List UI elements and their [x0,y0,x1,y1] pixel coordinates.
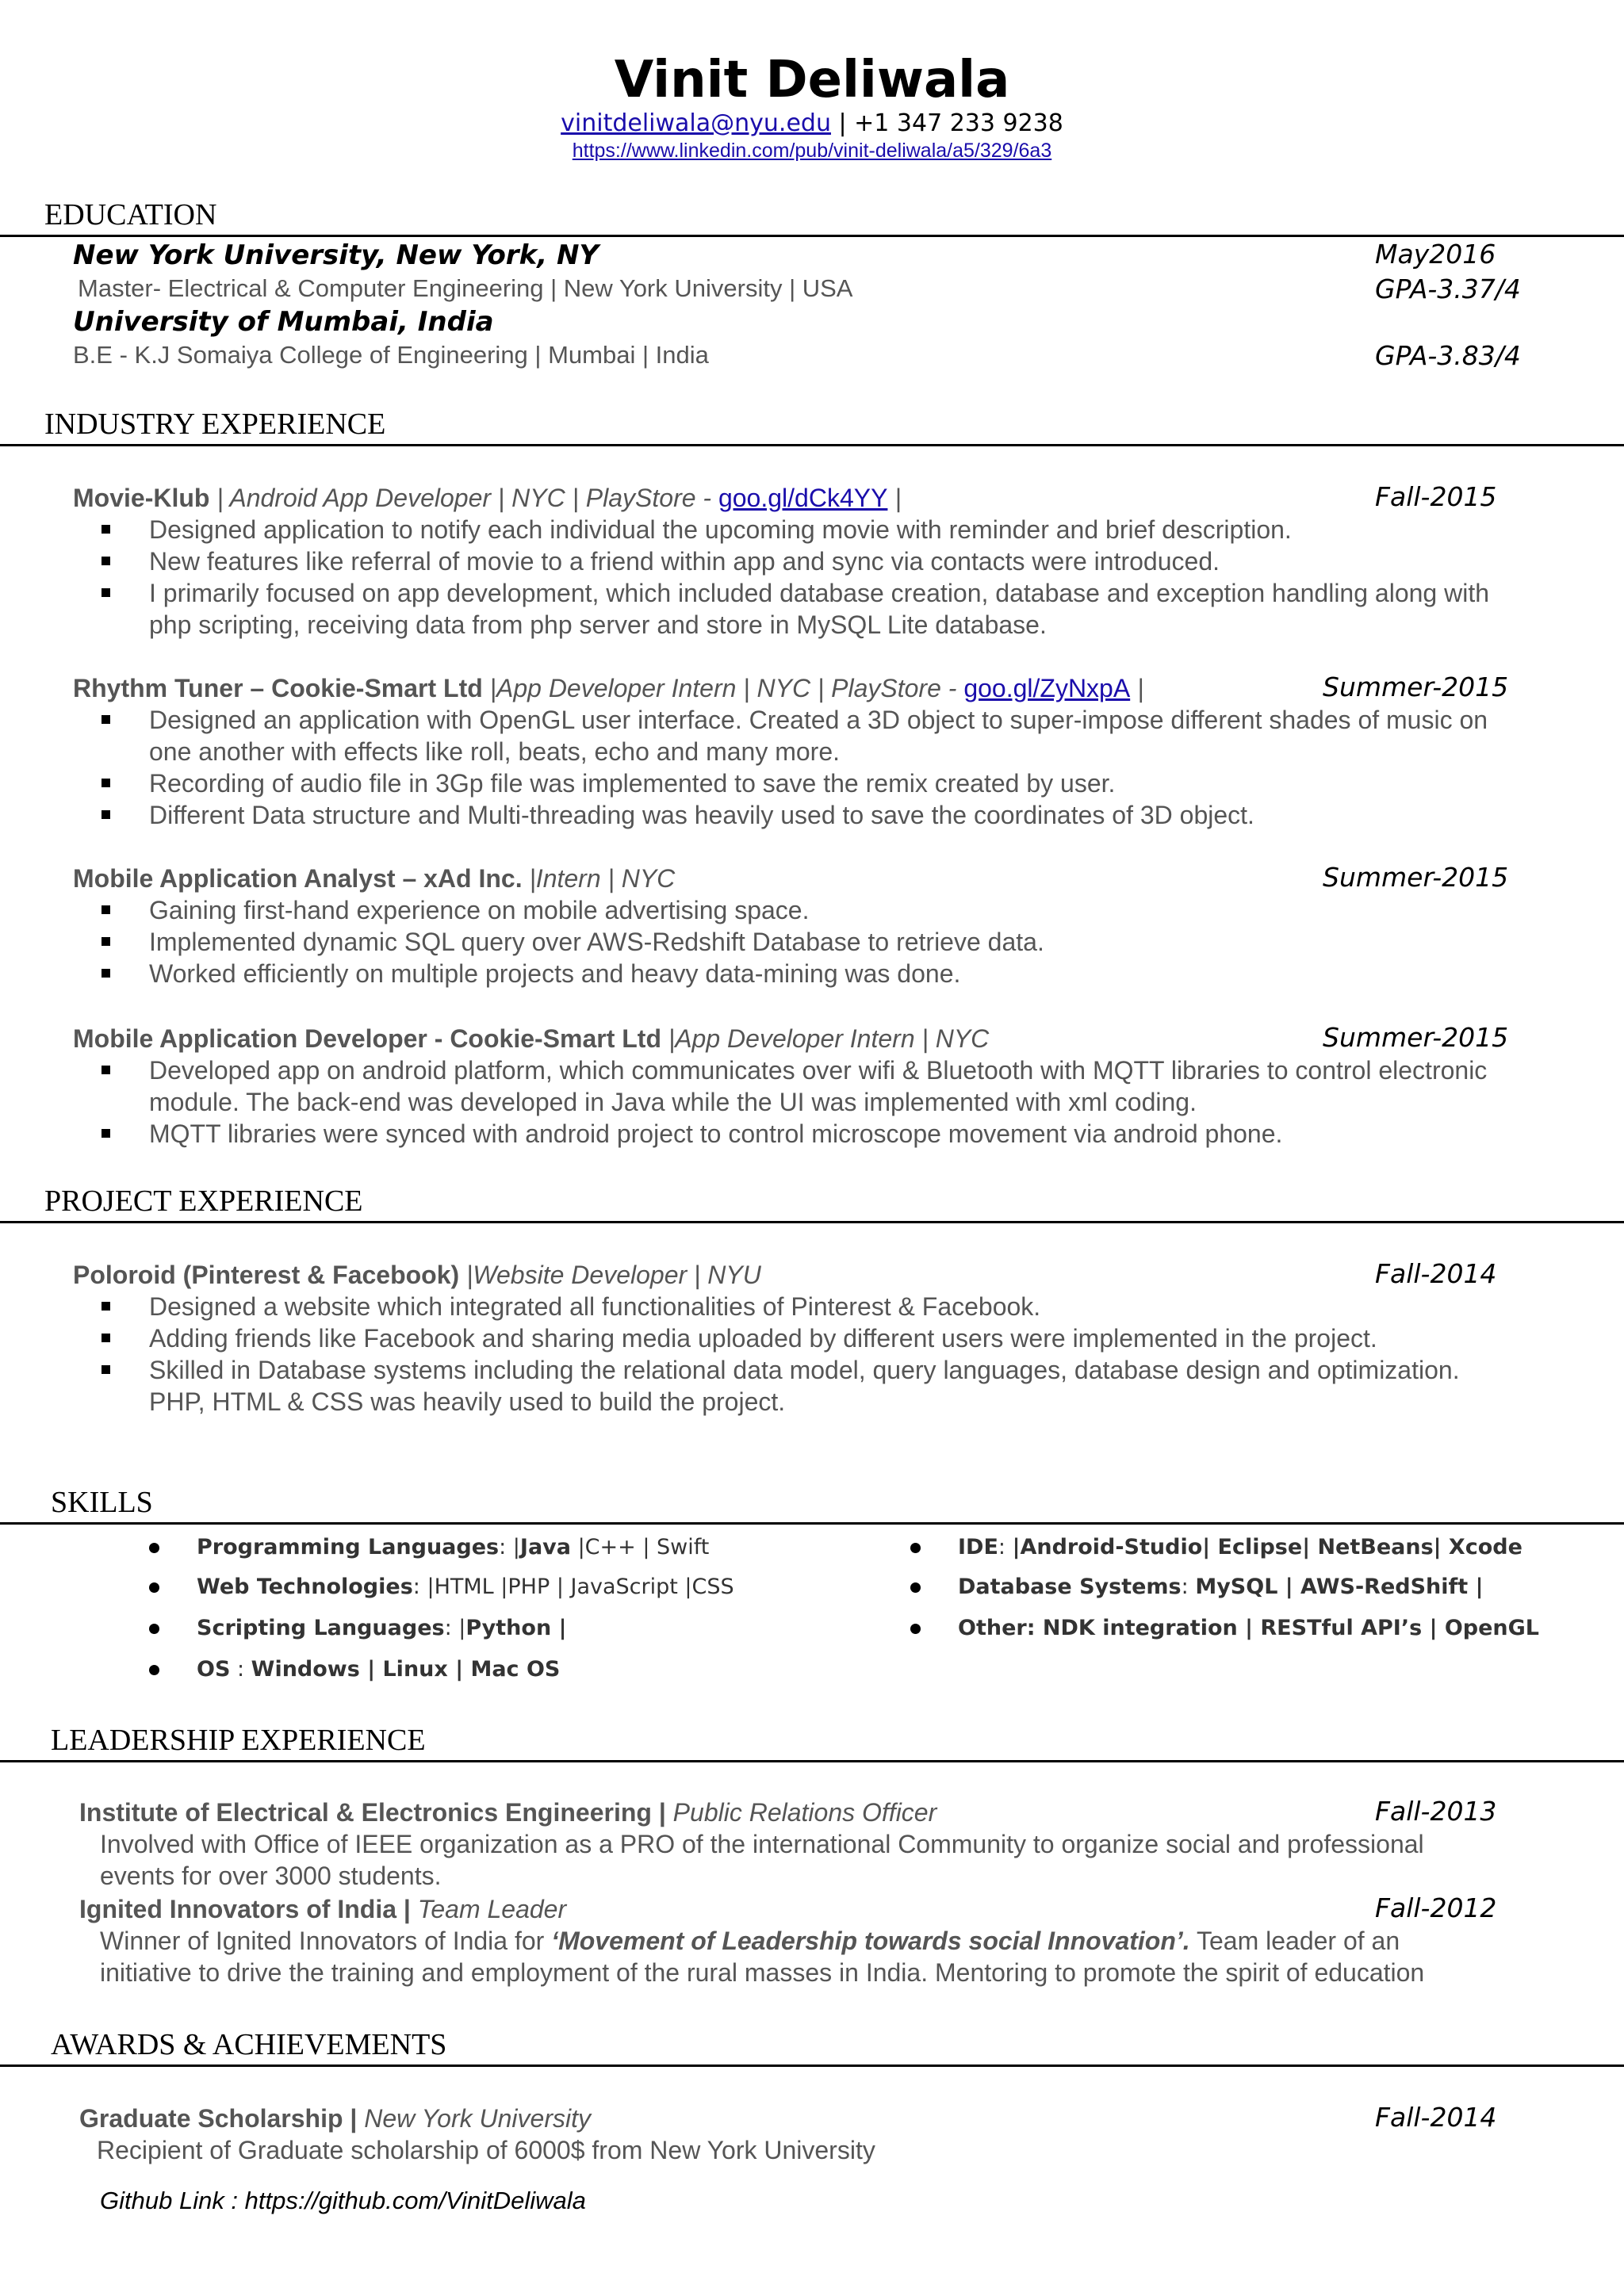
leadership-desc: Winner of Ignited Innovators of India for ‘Movement of Leadership towards social Innovation’. Team leader of an [100,1927,1400,1955]
bullet-dot [910,1543,921,1553]
bullet [102,1365,110,1374]
job-date-3: Summer-2015 [1323,862,1509,893]
bullet-text: Different Data structure and Multi-threading was heavily used to save the coordinates of 3D object. [149,801,1254,829]
skill-scripting: Scripting Languages: |Python | [197,1616,567,1640]
project-date: Fall-2014 [1375,1258,1497,1289]
award-date: Fall-2014 [1375,2102,1497,2133]
bullet [102,588,110,597]
contact-line [0,108,1624,140]
project-title-poloroid: Poloroid (Pinterest & Facebook) |Website Developer | NYU [73,1261,761,1289]
bullet-dot [149,1543,159,1553]
leadership-desc: Involved with Office of IEEE organization as a PRO of the international Community to organize social and professional [100,1830,1424,1858]
bullet [102,969,110,978]
section-title-industry: INDUSTRY EXPERIENCE [44,408,386,441]
bullet [102,779,110,787]
github-link[interactable]: Github Link : https://github.com/VinitDeliwala [100,2187,586,2214]
edu-date-1: May2016 [1375,239,1496,270]
section-title-leadership: LEADERSHIP EXPERIENCE [51,1724,426,1757]
skill-other: Other: NDK integration | RESTful API’s | OpenGL [958,1616,1540,1640]
bullet [102,715,110,724]
bullet-text: Skilled in Database systems including the relational data model, query languages, database design and optimization. [149,1356,1460,1384]
job-title-xad: Mobile Application Analyst – xAd Inc. |Intern | NYC [73,864,676,893]
edu-gpa-1: GPA-3.37/4 [1375,274,1521,304]
edu-detail-1: Master- Electrical & Computer Engineering | New York University | USA [78,274,853,302]
divider [0,2064,1624,2067]
bullet-dot [910,1624,921,1634]
bullet-dot [149,1665,159,1675]
leadership-title-ieee: Institute of Electrical & Electronics Engineering | Public Relations Officer [79,1798,937,1827]
bullet-text: I primarily focused on app development, which included database creation, database and exception handling along with [149,579,1489,607]
divider [0,1760,1624,1762]
bullet-text: Recording of audio file in 3Gp file was implemented to save the remix created by user. [149,769,1116,798]
bullet-text: Designed application to notify each individual the upcoming movie with reminder and brief description. [149,515,1292,544]
award-title: Graduate Scholarship | New York University [79,2104,591,2133]
divider [0,444,1624,446]
job-title-movie-klub: Movie-Klub | Android App Developer | NYC | PlayStore - goo.gl/dCk4YY | [73,484,902,512]
bullet-text: Designed a website which integrated all functionalities of Pinterest & Facebook. [149,1292,1041,1321]
skill-ide: IDE: |Android-Studio| Eclipse| NetBeans| Xcode [958,1535,1522,1559]
job-date-2: Summer-2015 [1323,672,1509,702]
bullet-text-cont: php scripting, receiving data from php server and store in MySQL Lite database. [149,610,1047,639]
section-title-education: EDUCATION [44,198,217,232]
bullet [102,1302,110,1311]
bullet [102,1066,110,1074]
skill-os: OS : Windows | Linux | Mac OS [197,1657,561,1682]
divider [0,235,1624,237]
job-date-4: Summer-2015 [1323,1022,1509,1053]
bullet [102,525,110,534]
section-title-awards: AWARDS & ACHIEVEMENTS [51,2028,447,2061]
bullet-text: Developed app on android platform, which communicates over wifi & Bluetooth with MQTT libraries to control electronic [149,1056,1488,1085]
bullet-text: Gaining first-hand experience on mobile advertising space. [149,896,810,924]
job-date-1: Fall-2015 [1375,481,1497,512]
bullet [102,1129,110,1138]
bullet [102,937,110,946]
bullet [102,810,110,819]
playstore-link-movie-klub[interactable]: goo.gl/dCk4YY [718,484,888,512]
divider [0,1221,1624,1223]
skill-web: Web Technologies: |HTML |PHP | JavaScript |CSS [197,1575,734,1599]
edu-institution-2: University of Mumbai, India [73,306,494,338]
leadership-desc: initiative to drive the training and employment of the rural masses in India. Mentoring to promote the spirit of education [100,1958,1425,1987]
edu-gpa-2: GPA-3.83/4 [1375,340,1521,371]
edu-institution-1: New York University, New York, NY [73,239,599,271]
playstore-link-rhythm-tuner[interactable]: goo.gl/ZyNxpA [963,674,1131,702]
award-desc: Recipient of Graduate scholarship of 6000$ from New York University [97,2136,875,2164]
leadership-title-ignited: Ignited Innovators of India | Team Leader [79,1895,567,1923]
bullet [102,905,110,914]
skill-programming: Programming Languages: |Java |C++ | Swift [197,1535,710,1559]
divider [0,1522,1624,1525]
section-title-skills: SKILLS [51,1486,153,1519]
bullet-text: MQTT libraries were synced with android project to control microscope movement via android phone. [149,1119,1283,1148]
bullet-text: Adding friends like Facebook and sharing media uploaded by different users were implemented in the project. [149,1324,1377,1353]
leadership-date-2: Fall-2012 [1375,1892,1497,1923]
edu-detail-2: B.E - K.J Somaiya College of Engineering | Mumbai | India [73,341,709,369]
bullet-text-cont: one another with effects like roll, beats, echo and many more. [149,737,840,766]
job-title-rhythm-tuner: Rhythm Tuner – Cookie-Smart Ltd |App Developer Intern | NYC | PlayStore - goo.gl/ZyNxpA | [73,674,1144,702]
skill-database: Database Systems: MySQL | AWS-RedShift | [958,1575,1484,1599]
bullet-text-cont: module. The back-end was developed in Java while the UI was implemented with xml coding. [149,1088,1197,1116]
linkedin-link[interactable]: https://www.linkedin.com/pub/vinit-deliwala/a5/329/6a3 [572,140,1052,162]
bullet-dot [149,1624,159,1634]
bullet-text: Implemented dynamic SQL query over AWS-Redshift Database to retrieve data. [149,928,1044,956]
bullet [102,557,110,565]
bullet-text: New features like referral of movie to a friend within app and sync via contacts were introduced. [149,547,1220,576]
bullet-text-cont: PHP, HTML & CSS was heavily used to build the project. [149,1387,786,1416]
bullet-text: Designed an application with OpenGL user interface. Created a 3D object to super-impose different shades of music on [149,706,1488,734]
leadership-date-1: Fall-2013 [1375,1796,1497,1827]
bullet [102,1334,110,1342]
email-link[interactable]: vinitdeliwala@nyu.edu [561,109,831,137]
job-title-mobile-dev: Mobile Application Developer - Cookie-Smart Ltd |App Developer Intern | NYC [73,1024,990,1053]
bullet-text: Worked efficiently on multiple projects and heavy data-mining was done. [149,959,961,988]
phone: | +1 347 233 9238 [830,109,1063,137]
candidate-name: Vinit Deliwala [614,51,1010,109]
bullet-dot [910,1582,921,1593]
section-title-project: PROJECT EXPERIENCE [44,1184,363,1218]
bullet-dot [149,1582,159,1593]
leadership-desc: events for over 3000 students. [100,1862,442,1890]
